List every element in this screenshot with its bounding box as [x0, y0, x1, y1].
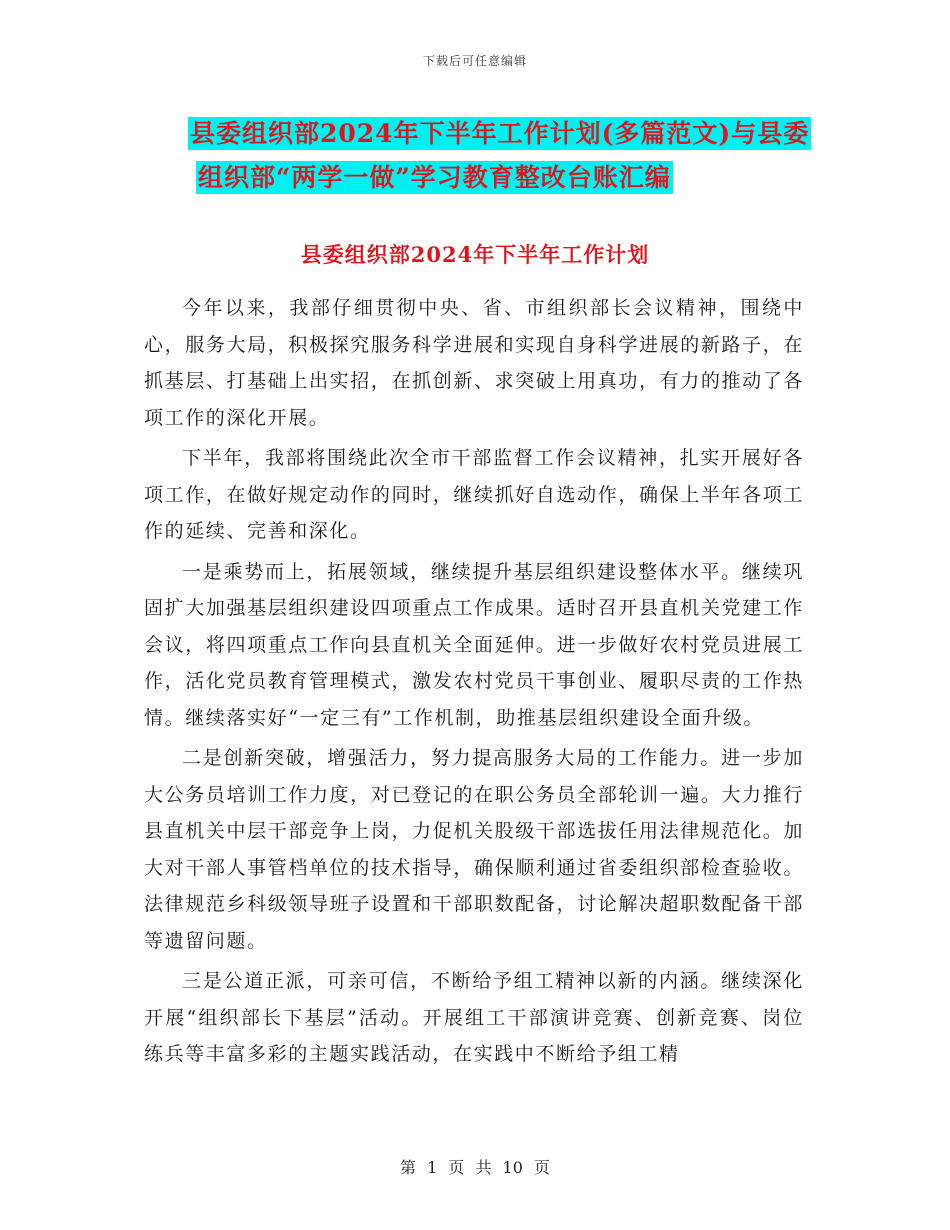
paragraph: 二是创新突破，增强活力，努力提高服务大局的工作能力。进一步加大公务员培训工作力度，对已登记的在职公务员全部轮训一遍。大力推行县直机关中层干部竞争上岗，力促机关股级干部选拔任用法律规范化。加大对干部人事管档单位的技术指导，确保顺利通过省委组织部检查验收。法律规范乡科级领导班子设置和干部职数配备，讨论解决超职数配备干部等遗留问题。 [144, 747, 804, 952]
page-footer: 第 1 页 共 10 页 [400, 1158, 550, 1177]
paragraph: 今年以来，我部仔细贯彻中央、省、市组织部长会议精神，围绕中心，服务大局，积极探究服务科学进展和实现自身科学进展的新路子，在抓基层、打基础上出实招，在抓创新、求突破上用真功，有力的推动了各项工作的深化开展。 [144, 297, 804, 429]
document-title-line-2-text: 组织部“两学一做”学习教育整改台账汇编 [198, 163, 671, 192]
paragraph: 下半年，我部将围绕此次全市干部监督工作会议精神，扎实开展好各项工作，在做好规定动作的同时，继续抓好自选动作，确保上半年各项工作的延续、完善和深化。 [144, 447, 804, 542]
header-note: 下载后可任意编辑 [422, 54, 527, 68]
document-title-line-1-text: 县委组织部2024年下半年工作计划(多篇范文)与县委 [190, 119, 810, 148]
document-title-line-1 [0, 114, 950, 150]
paragraph: 一是乘势而上，拓展领域，继续提升基层组织建设整体水平。继续巩固扩大加强基层组织建设四项重点工作成果。适时召开县直机关党建工作会议，将四项重点工作向县直机关全面延伸。进一步做好农村党员进展工作，活化党员教育管理模式，激发农村党员干事创业、履职尽责的工作热情。继续落实好“一定三有”工作机制，助推基层组织建设全面升级。 [144, 560, 804, 729]
document-title-line-2 [0, 158, 950, 194]
body-text [144, 290, 804, 1077]
paragraph: 三是公道正派，可亲可信，不断给予组工精神以新的内涵。继续深化开展“组织部长下基层”活动。开展组工干部演讲竞赛、创新竞赛、岗位练兵等丰富多彩的主题实践活动，在实践中不断给予组工精 [144, 970, 804, 1065]
section-title: 县委组织部2024年下半年工作计划 [300, 242, 650, 268]
